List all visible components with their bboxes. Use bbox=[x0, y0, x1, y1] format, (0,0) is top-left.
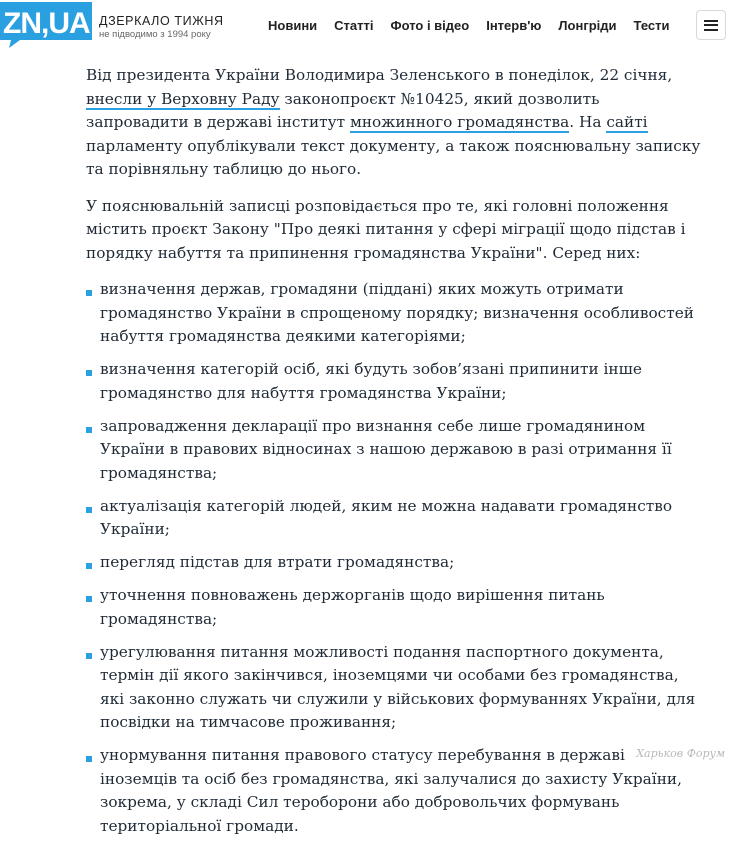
list-item-text: урегулювання питання можливості подання паспортного документа, термін дії якого закінчився, іноземцями чи особами без громадянства, які законно служать чи служили у військових формуваннях України, для посвідки на тимчасове проживання; bbox=[100, 642, 696, 731]
list-item bbox=[86, 641, 706, 735]
bullet-marker-icon bbox=[86, 427, 92, 433]
list-item bbox=[86, 495, 706, 542]
brand bbox=[99, 14, 224, 41]
list-item bbox=[86, 358, 706, 405]
bullet-marker-icon bbox=[86, 563, 92, 569]
zn-ua-logo[interactable] bbox=[0, 2, 92, 48]
list-item-text: уточнення повноважень держорганів щодо вирішення питань громадянства; bbox=[100, 586, 605, 628]
link-parliament-site[interactable]: сайті bbox=[606, 113, 648, 131]
article-body bbox=[86, 64, 706, 848]
nav-item-interviews[interactable]: Інтерв'ю bbox=[486, 18, 542, 33]
list-item-text: перегляд підстав для втрати громадянства; bbox=[100, 553, 455, 571]
bullet-marker-icon bbox=[86, 290, 92, 296]
list-item-text: запровадження декларації про визнання себе лише громадянином України в правових відносинах з нашою державою в разі отримання її громадянства; bbox=[100, 416, 672, 482]
bullet-marker-icon bbox=[86, 756, 92, 762]
list-item-text: унормування питання правового статусу перебування в державі іноземців та осіб без громадянства, які залучалися до захисту України, зокрема, у складі Сил тероборони або добровольчих формувань територіальної громади. bbox=[100, 746, 682, 835]
link-verkhovna-rada[interactable]: внесли у Верховну Раду bbox=[86, 89, 280, 108]
nav-item-tests[interactable]: Тести bbox=[633, 18, 670, 33]
article-paragraph-1 bbox=[86, 64, 706, 182]
list-item bbox=[86, 744, 706, 838]
list-item-text: визначення категорій осіб, які будуть зобов’язані припинити інше громадянство для набуття громадянства України; bbox=[100, 360, 642, 402]
nav-item-articles[interactable]: Статті bbox=[334, 18, 374, 33]
bullet-marker-icon bbox=[86, 596, 92, 602]
logo-text: ZN,UA bbox=[3, 7, 90, 40]
provisions-list bbox=[86, 278, 706, 838]
nav-item-photo-video[interactable]: Фото і відео bbox=[390, 18, 470, 33]
paragraph-text: законопроєкт №10425, який дозволить запровадити в державі інститут bbox=[86, 89, 600, 131]
list-item bbox=[86, 415, 706, 486]
list-item-text: актуалізація категорій людей, яким не можна надавати громадянство України; bbox=[100, 496, 673, 538]
list-item bbox=[86, 551, 706, 575]
list-item bbox=[86, 584, 706, 631]
nav-item-news[interactable]: Новини bbox=[268, 18, 318, 33]
paragraph-text: . На bbox=[569, 113, 607, 131]
brand-name: ДЗЕРКАЛО ТИЖНЯ bbox=[99, 14, 224, 28]
bullet-marker-icon bbox=[86, 507, 92, 513]
watermark: Харьков Форум bbox=[636, 747, 725, 760]
article-paragraph-2: У пояснювальній записці розповідається про те, які головні положення містить проєкт Закону "Про деякі питання у сфері міграції щодо підстав і порядку набуття та припинення громадянства України". Серед них: bbox=[86, 196, 686, 262]
hamburger-icon bbox=[704, 20, 718, 31]
nav-item-longreads[interactable]: Лонгріди bbox=[558, 18, 617, 33]
paragraph-text: Від президента України Володимира Зеленського в понеділок, 22 січня, bbox=[86, 66, 673, 84]
main-nav bbox=[268, 18, 670, 33]
brand-tagline: не підводимо з 1994 року bbox=[99, 29, 211, 40]
bullet-marker-icon bbox=[86, 370, 92, 376]
site-header bbox=[0, 0, 733, 52]
paragraph-text: парламенту опублікували текст документу, а також пояснювальну записку та порівняльну таблицю до нього. bbox=[86, 136, 701, 178]
menu-button[interactable] bbox=[696, 10, 726, 40]
list-item bbox=[86, 278, 706, 349]
list-item-text: визначення держав, громадяни (піддані) яких можуть отримати громадянство України в спрощеному порядку; визначення особливостей набуття громадянства деякими категоріями; bbox=[100, 280, 694, 345]
bullet-marker-icon bbox=[86, 653, 92, 659]
link-multiple-citizenship[interactable]: множинного громадянства bbox=[349, 113, 570, 131]
